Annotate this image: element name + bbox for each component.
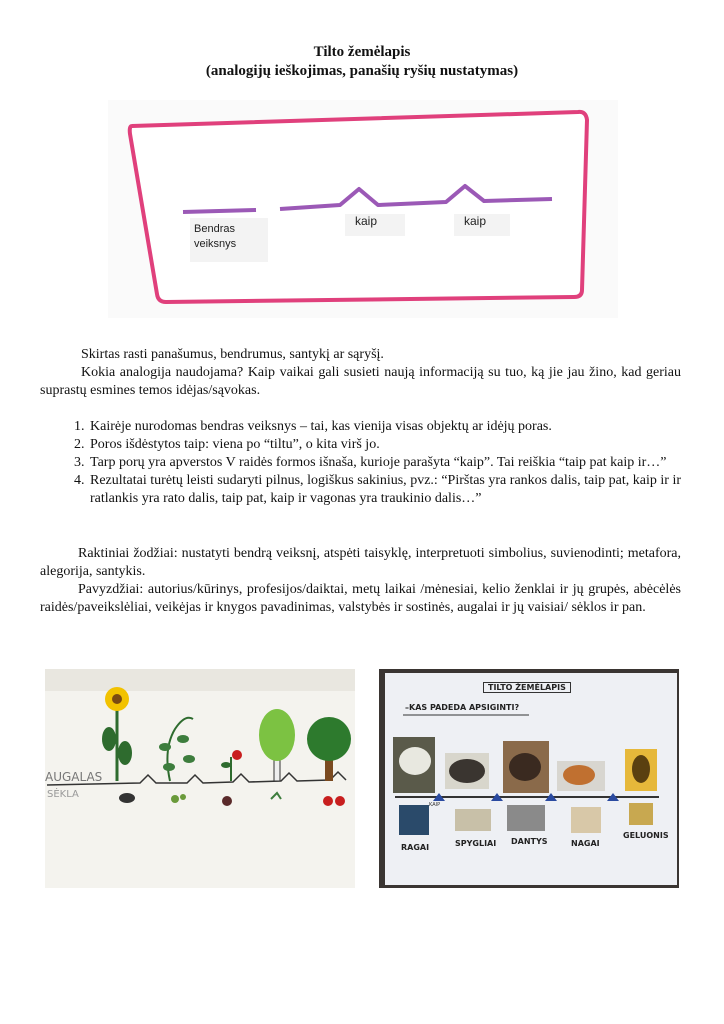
defense-bridge-map-photo — [379, 669, 679, 888]
word-dantys: DANTYS — [511, 837, 548, 846]
bridge-map-diagram — [108, 100, 618, 318]
page-title: Tilto žemėlapis — [313, 44, 411, 60]
examples-paragraph: Pavyzdžiai: autorius/kūrinys, profesijos/daiktai, metų laikai /mėnesiai, kelio ženklai ir jų grupės, abėcėlės raidės/paveikslėliai, veikėjas ir knygos pavadinimas, valstybės ir sostinės, augalai ir jų vaisiai/ sėklos ir pan. — [40, 582, 681, 615]
analogy-question-paragraph: Kokia analogija naudojama? Kaip vaikai gali susieti naują informaciją su tuo, ką jie jau žino, kad geriau suprastų esmines temos idėjas/sąvokas. — [40, 365, 681, 398]
kaip-connector-2: kaip — [454, 214, 510, 236]
keywords-paragraph: Raktiniai žodžiai: nustatyti bendrą veiksnį, atspėti taisyklę, interpretuoti simbolius, suvienodinti; metafora, alegorija, santykis. — [40, 546, 681, 579]
poster-title: TILTO ŽEMĖLAPIS — [483, 682, 571, 693]
common-factor-label: Bendras veiksnys — [190, 218, 268, 262]
pink-frame — [130, 112, 587, 302]
bridge-map-frame — [108, 100, 618, 318]
defense-poster — [379, 669, 679, 888]
plants-seeds-photo — [45, 669, 355, 888]
plant-label: AUGALAS — [45, 770, 103, 784]
kaip-mark: KAIP — [429, 802, 441, 808]
bridge-line-left — [183, 210, 256, 212]
poster-question: –KAS PADEDA APSIGINTI? — [405, 703, 520, 712]
word-geluonis: GELUONIS — [623, 831, 669, 840]
word-ragai: RAGAI — [401, 843, 430, 852]
step-item: 2. Poros išdėstytos taip: viena po “tiltu”, o kita virš jo. — [88, 436, 681, 454]
page-subtitle: (analogijų ieškojimas, panašių ryšių nustatymas) — [205, 63, 519, 79]
word-nagai: NAGAI — [571, 839, 600, 848]
seed-label: SĖKLA — [47, 789, 79, 800]
step-item: 3. Tarp porų yra apverstos V raidės formos išnaša, kurioje parašyta “kaip”. Tai reiškia “taip pat kaip ir…” — [88, 454, 681, 472]
step-item: 4. Rezultatai turėtų leisti sudaryti pilnus, logiškus sakinius, pvz.: “Pirštas yra rankos dalis, taip pat, kaip ir ir ratlankis yra rato dalis, taip pat, kaip ir vagonas yra traukinio dalis…” — [88, 472, 681, 508]
intro-paragraph: Skirtas rasti panašumus, bendrumus, santykį ar sąryšį. — [81, 347, 384, 362]
step-item: 1. Kairėje nurodomas bendras veiksnys – tai, kas vienija visas objektų ar idėjų poras. — [88, 418, 681, 436]
kaip-connector-1: kaip — [345, 214, 405, 236]
steps-list — [40, 418, 681, 508]
word-spygliai: SPYGLIAI — [455, 839, 497, 848]
